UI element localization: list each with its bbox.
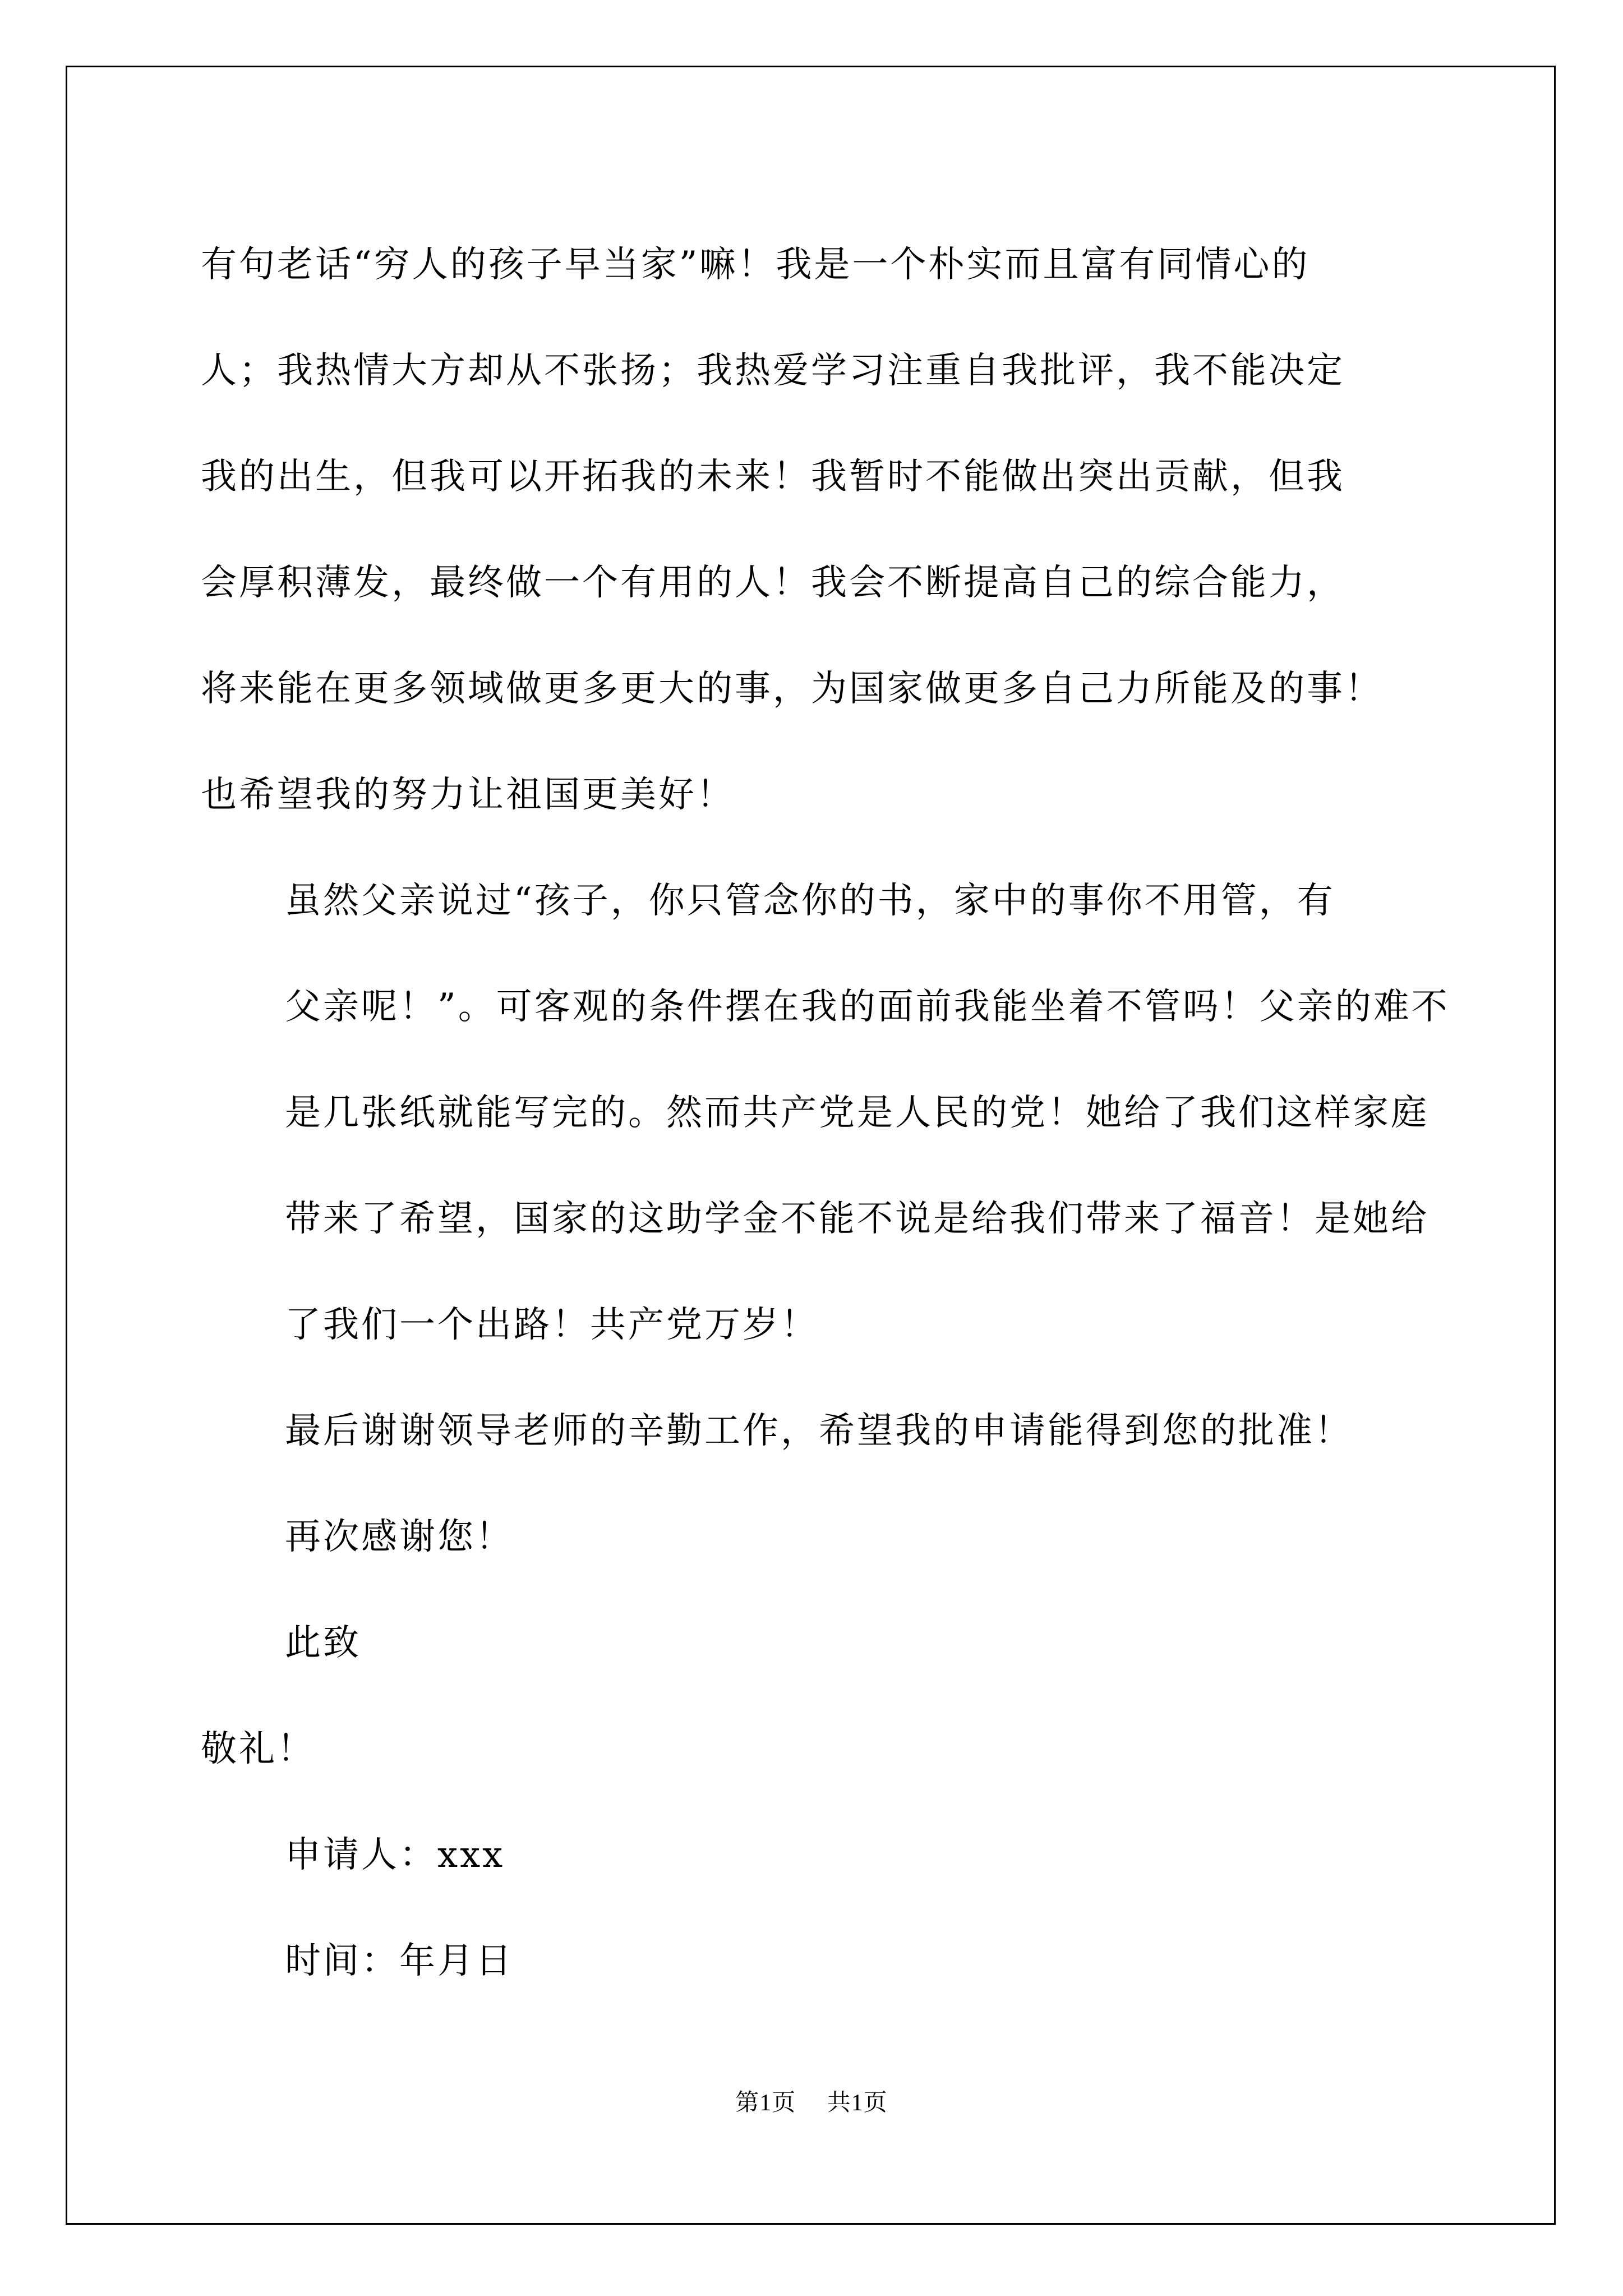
text-line: 了我们一个出路！共产党万岁！ bbox=[285, 1304, 819, 1346]
text-line: 会厚积薄发，最终做一个有用的人！我会不断提高自己的综合能力， bbox=[201, 562, 1345, 604]
paragraph bbox=[201, 1590, 1429, 1696]
paragraph bbox=[201, 1696, 1429, 1802]
paragraph bbox=[201, 212, 1429, 848]
text-line: 时间：年月日 bbox=[285, 1940, 514, 1982]
text-line: 父亲呢！”。可客观的条件摆在我的面前我能坐着不管吗！父亲的难不 bbox=[285, 986, 1450, 1028]
text-line: 有句老话“穷人的孩子早当家”嘛！我是一个朴实而且富有同情心的 bbox=[201, 244, 1310, 286]
page-footer bbox=[0, 2084, 1623, 2118]
text-line: 敬礼！ bbox=[201, 1728, 315, 1770]
paragraph bbox=[201, 1802, 1429, 1908]
text-line: 虽然父亲说过“孩子，你只管念你的书，家中的事你不用管，有 bbox=[285, 880, 1335, 922]
text-line: 是几张纸就能写完的。然而共产党是人民的党！她给了我们这样家庭 bbox=[285, 1092, 1429, 1134]
text-line: 我的出生，但我可以开拓我的未来！我暂时不能做出突出贡献，但我 bbox=[201, 456, 1345, 498]
page-total: 共1页 bbox=[827, 2090, 888, 2116]
paragraph bbox=[201, 1908, 1429, 2014]
text-line: 此致 bbox=[285, 1622, 361, 1664]
text-line: 也希望我的努力让祖国更美好！ bbox=[201, 774, 735, 816]
text-line: 最后谢谢领导老师的辛勤工作，希望我的申请能得到您的批准！ bbox=[285, 1410, 1353, 1452]
text-line: 申请人：xxx bbox=[285, 1834, 505, 1876]
page-number: 第1页 bbox=[735, 2090, 796, 2116]
text-line: 将来能在更多领域做更多更大的事，为国家做更多自己力所能及的事！ bbox=[201, 668, 1383, 710]
paragraph bbox=[201, 1378, 1429, 1590]
text-line: 再次感谢您！ bbox=[285, 1516, 514, 1558]
letter-body bbox=[201, 212, 1450, 2014]
text-line: 带来了希望，国家的这助学金不能不说是给我们带来了福音！是她给 bbox=[285, 1198, 1429, 1240]
text-line: 人；我热情大方却从不张扬；我热爱学习注重自我批评，我不能决定 bbox=[201, 350, 1345, 392]
paragraph bbox=[201, 848, 1450, 1378]
